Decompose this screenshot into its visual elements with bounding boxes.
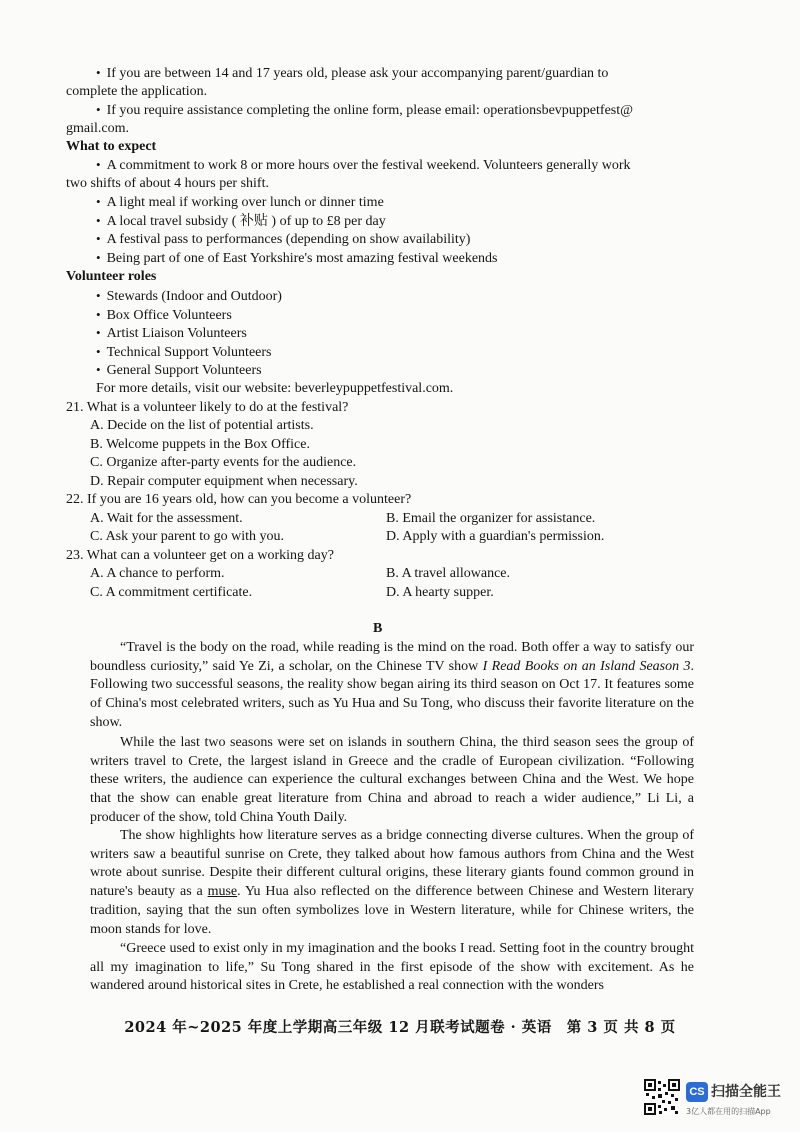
page-footer: 2024 年~2025 年度上学期高三年级 12 月联考试题卷 · 英语 第 3 页 共 8 页 [124, 1019, 676, 1036]
role-item: • Box Office Volunteers [96, 306, 232, 325]
roles-heading: Volunteer roles [66, 269, 157, 284]
q21-option-d: D. Repair computer equipment when necessary. [90, 474, 358, 489]
q23-option-c: C. A commitment certificate. [90, 585, 253, 600]
intro-bullet-1: • If you are between 14 and 17 years old, please ask your accompanying parent/guardian to [96, 64, 608, 83]
passage-b-label: B [373, 621, 383, 636]
passage-b-paragraph-1: “Travel is the body on the road, while reading is the mind on the road. Both offer a way to satisfy our boundless curiosity,” said Ye Zi, a scholar, on the Chinese TV show I Read Books on an Island Season 3. Following two successful seasons, the reality show began airing its third season on Oct 17. It features some of China's most celebrated writers, such as Yu Hua and Su Tong, who discuss their favorite literature on the show. [90, 640, 694, 730]
camscanner-logo: CS [686, 1082, 708, 1102]
expect-item: • A festival pass to performances (depending on show availability) [96, 230, 470, 249]
q21-option-c: C. Organize after-party events for the audience. [90, 455, 357, 470]
q23-option-d: D. A hearty supper. [386, 585, 494, 600]
intro-bullet-1-cont: complete the application. [66, 84, 208, 99]
role-item: • General Support Volunteers [96, 361, 262, 380]
expect-item: • A local travel subsidy ( 补贴 ) of up to £8 per day [96, 212, 386, 231]
camscanner-brand: 扫描全能王 [711, 1084, 781, 1100]
question-22-stem: 22. If you are 16 years old, how can you become a volunteer? [66, 492, 412, 507]
role-item: • Stewards (Indoor and Outdoor) [96, 287, 282, 306]
intro-bullet-2: • If you require assistance completing the online form, please email: operationsbevpuppetfest@ [96, 101, 633, 120]
roles-more-info: For more details, visit our website: beverleypuppetfestival.com. [96, 381, 454, 396]
show-title: I Read Books on an Island Season 3 [482, 658, 691, 674]
expect-heading: What to expect [66, 139, 157, 154]
passage-b-paragraph-4: “Greece used to exist only in my imagination and the books I read. Setting foot in the country brought all my imagination to life,” Su Tong shared in the first episode of the show with excitement. As he wandered around historical sites in Crete, he established a real connection with the wonders [90, 941, 694, 994]
passage-b-paragraph-3: The show highlights how literature serves as a bridge connecting diverse cultures. When the group of writers saw a beautiful sunrise on Crete, they talked about how famous authors from China and the West wrote about sunrise. Despite their different cultural origins, these literary giants found common ground in nature's beauty as a muse. Yu Hua also reflected on the difference between Chinese and Western literary tradition, saying that the sun often symbolizes love in Western literature, while for Chinese writers, the moon stands for love. [90, 828, 694, 937]
question-21-stem: 21. What is a volunteer likely to do at the festival? [66, 400, 349, 415]
underlined-word-muse: muse [207, 884, 238, 900]
q22-option-d: D. Apply with a guardian's permission. [386, 529, 605, 544]
camscanner-tagline: 3亿人都在用的扫描App [686, 1107, 771, 1116]
passage-b-paragraph-2: While the last two seasons were set on islands in southern China, the third season sees the group of writers travel to Crete, the largest island in Greece and the cradle of European civilization. “Following these writers, the audience can experience the cultural exchanges between China and the West. We hope that the show can enable great literature from China and abroad to reach a wider audience,” Li Li, a producer of the show, told China Youth Daily. [90, 735, 694, 825]
role-item: • Artist Liaison Volunteers [96, 324, 247, 343]
q21-option-a: A. Decide on the list of potential artists. [90, 418, 314, 433]
q22-option-a: A. Wait for the assessment. [90, 511, 243, 526]
q22-option-c: C. Ask your parent to go with you. [90, 529, 285, 544]
expect-item: • A light meal if working over lunch or dinner time [96, 193, 384, 212]
q22-option-b: B. Email the organizer for assistance. [386, 511, 596, 526]
q23-option-b: B. A travel allowance. [386, 566, 511, 581]
expect-commitment-cont: two shifts of about 4 hours per shift. [66, 176, 269, 191]
expect-item: • Being part of one of East Yorkshire's most amazing festival weekends [96, 249, 498, 268]
intro-bullet-2-cont: gmail.com. [66, 121, 129, 136]
q21-option-b: B. Welcome puppets in the Box Office. [90, 437, 310, 452]
question-23-stem: 23. What can a volunteer get on a working day? [66, 548, 334, 563]
expect-commitment: • A commitment to work 8 or more hours over the festival weekend. Volunteers generally work [96, 156, 631, 175]
role-item: • Technical Support Volunteers [96, 343, 271, 362]
q23-option-a: A. A chance to perform. [90, 566, 225, 581]
qr-code-icon [644, 1079, 680, 1115]
